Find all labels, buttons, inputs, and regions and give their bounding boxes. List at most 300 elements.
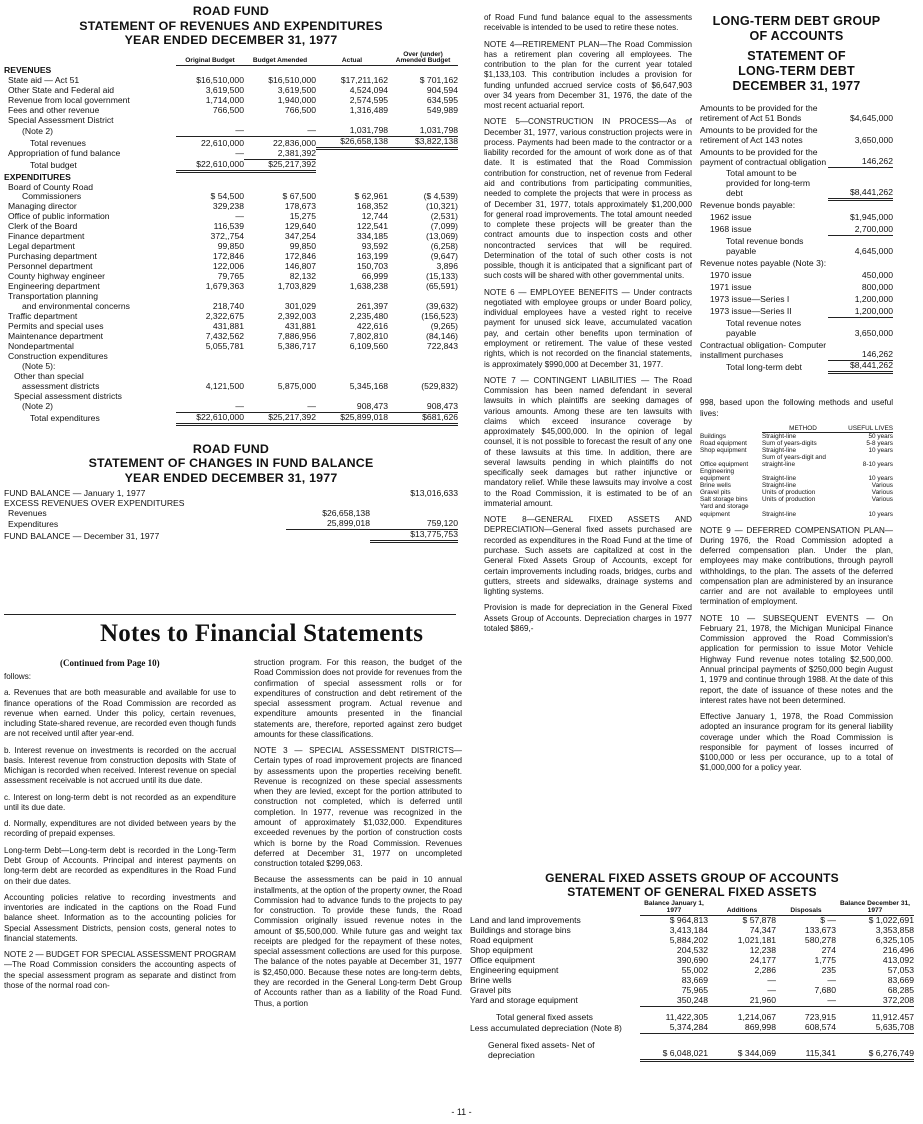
dep-header-lives: USEFUL LIVES — [844, 425, 893, 433]
fa-row-label: Brine wells — [470, 974, 512, 985]
ltd-row-value: $1,945,000 — [849, 212, 893, 223]
fa-row-label: Buildings and storage bins — [470, 924, 571, 935]
ltd-row — [700, 293, 893, 305]
fa-row-label: Gravel pits — [470, 984, 512, 995]
rf-row-value: 168,352 — [356, 201, 388, 212]
rf-row-label: Engineering department — [8, 281, 100, 292]
fa-row-value: 204,532 — [676, 944, 708, 955]
rf-row-value — [244, 362, 316, 372]
ltd-row — [700, 102, 893, 124]
ltd-row — [700, 339, 893, 361]
dep-method: Straight-line — [762, 482, 797, 490]
rf-row-value: 22,610,000 — [200, 137, 244, 148]
fa-column-header: Balance December 31, 1977 — [836, 901, 914, 915]
fa-row-label: Yard and storage equipment — [470, 995, 578, 1006]
rf-row-value: 766,500 — [284, 105, 316, 116]
rf-row-value — [316, 352, 388, 362]
dep-row — [700, 503, 893, 517]
ltd-row-value: $4,645,000 — [849, 112, 893, 123]
fa-row-label: Shop equipment — [470, 944, 533, 955]
note-paragraph: NOTE 5—CONSTRUCTION IN PROCESS—As of December 31, 1977, various construction projects were in process. Payments had been made to the contractor or a liability recorded for the amount of work done as of that date. It is estimated that the Road Commission contribution for construction, net of revenue from Federal aid and contributions from participating communities, needed to complete the projects that were in process as of December 31, 1977, totals approximately $1,200,000 for general road improvements. The total amount needed to complete these projects will be greater than the contract amounts due to inspection costs and other noncontracted services that will be required. Determination of the total of such other costs is not possible, though it is anticipated that a significant part of such costs will be shared with other governmental units. — [484, 117, 692, 281]
rf-row-value: 908,473 — [316, 402, 388, 412]
notes-column-3 — [484, 13, 692, 640]
fa-row-value: 390,690 — [676, 954, 708, 965]
fund-balance-label: FUND BALANCE — December 31, 1977 — [4, 530, 160, 541]
ltd-row-value: 146,262 — [828, 146, 893, 168]
rf-row-value: 2,574,595 — [349, 95, 388, 106]
note-paragraph: Because the assessments can be paid in 10 annual installments, at the option of the property owner, the Road Commission had to advance funds to the projects to pay for construction. To provide these funds, the Road Commission originally issued revenue notes in the amount of $5,500,000. While future gas and weight tax receipts are pledged for the repayment of these notes, special assessment collections are used for this purpose. The balance of the notes payable at December 31, 1977 is $2,450,000. Because these notes are long-term debts, they are recorded in the General Long-term Debt Group of Accounts rather than as a liability of the Road Fund. Thus, a portion — [254, 875, 462, 1008]
note-paragraph: Provision is made for depreciation in the General Fixed Assets Group of Accounts. Depreciation charges in 1977 totaled $869,- — [484, 603, 692, 633]
ltd-row-label: Total long-term debt — [726, 361, 802, 372]
rf-row — [4, 412, 458, 424]
rf-row-value — [388, 352, 458, 362]
fa-row-value: 1,214,067 — [737, 1012, 776, 1023]
rf-column-header: Budget Amended — [244, 52, 316, 66]
fund-balance-label: EXCESS REVENUES OVER EXPENDITURES — [4, 498, 185, 509]
ltd-row-value: 1,200,000 — [854, 294, 893, 305]
revenues-expenditures-table — [4, 52, 458, 426]
rf-row-value: 2,235,480 — [349, 311, 388, 322]
rf-row-value: 347,254 — [284, 231, 316, 242]
rf-row-value: — — [176, 126, 244, 136]
rf-row-value: (65,591) — [425, 281, 458, 292]
rf-row-value: 172,846 — [212, 251, 244, 262]
dep-row — [700, 440, 893, 447]
fa-row-value: — — [767, 974, 776, 985]
ltd-row-value: 3,650,000 — [854, 134, 893, 145]
rf-row-value: 261,397 — [356, 301, 388, 312]
fa-row-value: 5,374,284 — [640, 1023, 708, 1033]
rf-row-label: Appropriation of fund balance — [8, 148, 121, 159]
ltd-row-label: Total amount to be provided for long-term debt — [726, 168, 811, 199]
fa-column-header: Disposals — [776, 901, 836, 915]
note-paragraph: NOTE 2 — BUDGET FOR SPECIAL ASSESSMENT PROGRAM—The Road Commission considers the accounting aspects of the special assessment program as separate and distinct from those of the normal road con- — [4, 950, 236, 990]
rf-row-label: Office of public information — [8, 211, 110, 222]
fixed-assets-table — [470, 901, 914, 1062]
ltd-row — [700, 211, 893, 223]
dep-row — [700, 468, 893, 482]
rf-row-label: Purchasing department — [8, 251, 97, 262]
rf-row-value: 1,703,829 — [277, 281, 316, 292]
rf-row-value — [244, 352, 316, 362]
dep-life: Various — [871, 482, 893, 490]
ltd-row-label: Amounts to be provided for the retirement of Act 51 Bonds — [700, 102, 818, 123]
ltd-row — [700, 167, 893, 199]
fa-row-value: 413,092 — [882, 954, 914, 965]
dep-row — [700, 482, 893, 489]
fund-balance-row — [4, 499, 458, 509]
fa-row-value: 6,325,105 — [875, 934, 914, 945]
rf-row-value: — — [235, 211, 244, 222]
ltd-row-value — [828, 199, 893, 211]
dep-method: Units of production — [762, 496, 816, 504]
rf-row-label: County highway engineer — [8, 271, 105, 282]
rf-row-value: 122,006 — [212, 261, 244, 272]
rf-row-value: 99,850 — [289, 241, 316, 252]
rf-row-value: 1,714,000 — [205, 95, 244, 106]
fa-row — [470, 1006, 914, 1023]
fa-column-header: Additions — [708, 901, 776, 915]
rf-row-label: Fees and other revenue — [8, 105, 100, 116]
rf-row-value: (13,069) — [425, 231, 458, 242]
note-paragraph: Accounting policies relative to recording investments and inventories are indicated in the captions on the Road Fund balance sheet. Information as to the accounting policies for Special Assessment Districts, pension costs, general notes to financial statements. — [4, 892, 236, 943]
ltd-row-label: 1968 issue — [710, 224, 752, 235]
ltd-row-label: Total revenue notes payable — [726, 318, 802, 339]
rf-row-value: 431,881 — [212, 321, 244, 332]
rf-row-label: (Note 2) — [22, 401, 54, 412]
fund-balance-row — [4, 519, 458, 529]
rf-row-value: 634,595 — [426, 95, 458, 106]
rf-row-value: 766,500 — [212, 105, 244, 116]
note-paragraph: Long-term Debt—Long-term debt is recorded in the Long-Term Debt Group of Accounts. Principal and interest payments on long-term debt are recorded as expenditures in the Road Fund on their due dates. — [4, 845, 236, 886]
ltd-row-label: 1962 issue — [710, 212, 752, 223]
fa-column-header: Balance January 1, 1977 — [640, 901, 708, 915]
dep-method: Sum of years-digit and straight-line — [762, 454, 826, 469]
fa-row-label: Land and land improvements — [470, 914, 581, 925]
rf-row-value: 1,940,000 — [277, 95, 316, 106]
rf-row-value: 2,381,392 — [244, 149, 316, 159]
fa-row-label: Less accumulated depreciation (Note 8) — [470, 1022, 622, 1033]
note-paragraph: NOTE 7 — CONTINGENT LIABILITIES — The Road Commission has been named defendant in several lawsuits in which plaintiffs are seeking damages of various amounts. Among these are ten lawsuits with claims which exceed insurance coverage by approximately $45,000,000. In the opinion of legal counsel, it is not possible to forecast the result of any one of these lawsuits at this time. In addition, there are several lawsuits pending in which plaintiffs do not specifically seek damages but rather injunctive or mandatory relief. While these lawsuits may involve a cost to the Road Commission, it is estimated to be of an immaterial amount. — [484, 375, 692, 508]
rf-row-value: (529,832) — [421, 380, 458, 391]
rf-row-label: Commissioners — [22, 191, 82, 202]
rf-row-label: Total budget — [30, 160, 77, 171]
rf-row-value: — — [176, 402, 244, 412]
rf-row — [4, 126, 458, 136]
dep-method: Straight-line — [762, 433, 797, 440]
rf-row-value: 334,185 — [356, 231, 388, 242]
ltd-row-label: Amounts to be provided for the payment of contractual obligation — [700, 146, 827, 167]
ltd-row-value: 800,000 — [861, 282, 893, 293]
fa-row-value: 608,574 — [776, 1023, 836, 1033]
rf-row-value: 15,275 — [289, 211, 316, 222]
fa-row-value: 235 — [821, 964, 836, 975]
fa-row-value: 350,248 — [640, 996, 708, 1006]
rf-row-value: 66,999 — [361, 271, 388, 282]
rf-row-value: (10,321) — [425, 201, 458, 212]
ltd-row — [700, 361, 893, 373]
note-paragraph: NOTE 3 — SPECIAL ASSESSMENT DISTRICTS—Certain types of road improvement projects are financed by assessments upon the properties receiving benefit. Revenue is recognized on these special assessments when they are levied, except for the portion attributed to construction not completed, which is deferred until completion. In 1977, revenue was recognized in the amount of approximately $1,032,000. Expenditures exceeded revenues by the portion of construction costs which is borne by the Road Commission. Revenues deferred at December 31, 1977 on uncompleted construction totaled $299,063. — [254, 746, 462, 869]
dep-life: Various — [871, 489, 893, 497]
fund-balance-title: ROAD FUND STATEMENT OF CHANGES IN FUND BALANCE YEAR ENDED DECEMBER 31, 1977 — [88, 441, 374, 485]
rf-row-value — [316, 159, 388, 171]
fa-row-label: Total general fixed assets — [496, 1012, 593, 1023]
rf-row-value: $25,899,018 — [316, 412, 388, 424]
fa-row — [470, 996, 914, 1006]
rf-row-value: 12,744 — [361, 211, 388, 222]
rf-row-value: 422,616 — [356, 321, 388, 332]
rf-row-value: 146,807 — [284, 261, 316, 272]
rf-row-label: Other State and Federal aid — [8, 85, 115, 96]
rf-section-label: REVENUES — [4, 65, 52, 76]
fund-balance-label: FUND BALANCE — January 1, 1977 — [4, 488, 146, 499]
fa-row-value: $ 344,069 — [708, 1034, 776, 1061]
dep-life: 50 years — [868, 433, 893, 440]
notes-column-2 — [254, 658, 462, 1015]
dep-method: Straight-line — [762, 475, 797, 483]
ltd-row-value — [828, 257, 893, 269]
fixed-assets-title: GENERAL FIXED ASSETS GROUP OF ACCOUNTS STATEMENT OF GENERAL FIXED ASSETS — [545, 871, 839, 900]
rf-row-value: 3,619,500 — [205, 85, 244, 96]
ltd-row — [700, 305, 893, 317]
rf-row-value: 904,594 — [426, 85, 458, 96]
fa-header-blank — [470, 901, 640, 915]
rf-row-value: 5,055,781 — [205, 341, 244, 351]
rf-section-label: EXPENDITURES — [4, 171, 71, 182]
rf-row-value: 301,029 — [284, 301, 316, 312]
rf-row-label: Personnel department — [8, 261, 93, 272]
rf-row-value: $22,610,000 — [176, 412, 244, 424]
rf-section-row — [4, 171, 458, 182]
rf-header-row — [4, 52, 458, 66]
rf-header-blank — [4, 52, 176, 66]
ltd-row — [700, 235, 893, 257]
ltd-row — [700, 124, 893, 146]
ltd-row-label: Contractual obligation- Computer installment purchases — [700, 340, 827, 360]
ltd-row-value: 4,645,000 — [854, 246, 893, 257]
fa-row-value: 7,680 — [814, 984, 836, 995]
fa-row-value: $ 1,022,691 — [868, 914, 914, 925]
ltd-row — [700, 223, 893, 235]
dep-method: Sum of years-digits — [762, 440, 817, 448]
fund-balance-value-a: $26,658,138 — [322, 508, 370, 519]
rf-row-value — [388, 159, 458, 171]
rf-row-value: 3,619,500 — [277, 85, 316, 96]
rf-row-value: $3,822,138 — [388, 137, 458, 149]
fa-row-value: — — [767, 984, 776, 995]
rf-row-value: — — [244, 126, 316, 136]
note-paragraph: NOTE 10 — SUBSEQUENT EVENTS — On February 21, 1978, the Michigan Municipal Finance Commission approved the Road Commission's application for permission to issue Motor Vehicle Highway Fund revenue notes totaling $2,500,000. Annual principal payments of $250,000 begin August 1, 1979 and continue through 1988. At the date of this report, the date of issuance of these notes and the interest rates have not been determined. — [700, 613, 893, 705]
rf-row-value: $ 67,500 — [282, 191, 316, 202]
rf-row-value — [388, 362, 458, 372]
rf-row-label: Legal department — [8, 241, 75, 252]
rf-row-value: $ 62,961 — [354, 191, 388, 202]
rf-row — [4, 137, 458, 149]
ltd-row-label: 1973 issue—Series II — [710, 306, 792, 317]
rf-row-value: (9,647) — [430, 251, 458, 262]
fa-header-row — [470, 901, 914, 915]
rf-column-header: Original Budget — [176, 52, 244, 66]
rf-row-value: (6,258) — [430, 241, 458, 252]
fa-row-value: $ 6,276,749 — [836, 1034, 914, 1061]
fa-row-value: 3,413,184 — [669, 924, 708, 935]
fa-row-value: 5,884,202 — [669, 934, 708, 945]
dep-method: Straight-line — [762, 447, 797, 455]
ltd-row — [700, 281, 893, 293]
fund-balance-value-b — [370, 499, 458, 509]
rf-row-value: 908,473 — [388, 402, 458, 412]
note-paragraph: struction program. For this reason, the budget of the Road Commission does not provide for revenues from the confirmation of special assessment rolls or for expenditures of construction and debt retirement of the special assessment program. Actual revenue and expenditure amounts presented in the financial statements are, therefore, reported against zero budget amounts for these classifications. — [254, 658, 462, 739]
dep-row — [700, 433, 893, 441]
fa-row-value: $ — — [820, 914, 836, 925]
fa-row-value: $ 57,878 — [742, 914, 776, 925]
rf-row-value: 1,679,363 — [205, 281, 244, 292]
dep-method: Units of production — [762, 489, 816, 497]
rf-row-value — [176, 362, 244, 372]
rf-row-value — [316, 149, 388, 159]
ltd-row-value: 1,200,000 — [828, 305, 893, 317]
rf-row-label: (Note 5): — [22, 360, 56, 371]
rf-row-value: — — [235, 148, 244, 159]
rf-row-label: Special assessment districts — [14, 390, 122, 401]
rf-row-value: 1,638,238 — [349, 281, 388, 292]
fa-row-value: 372,208 — [836, 996, 914, 1006]
rf-row-value: (2,531) — [430, 211, 458, 222]
fa-row-value: 115,341 — [776, 1034, 836, 1061]
road-fund-title: ROAD FUND STATEMENT OF REVENUES AND EXPENDITURES YEAR ENDED DECEMBER 31, 1977 — [79, 4, 383, 47]
notes-column-4 — [700, 526, 893, 774]
ltd-row-label: Total revenue bonds payable — [726, 236, 804, 257]
fa-row-value: 723,915 — [804, 1012, 836, 1023]
fa-row-value: 11,422,305 — [665, 1012, 708, 1023]
rf-row-value: $16,510,000 — [268, 75, 316, 86]
rf-row — [4, 149, 458, 159]
dep-header-method: METHOD — [762, 425, 844, 433]
rf-row-value — [388, 149, 458, 159]
fa-row-value: 3,353,858 — [875, 924, 914, 935]
rf-column-header: Actual — [316, 52, 388, 66]
dep-life: 8-10 years — [862, 461, 893, 469]
rf-row-value: 2,322,675 — [205, 311, 244, 322]
fa-row-value: — — [776, 996, 836, 1006]
rf-row-value: 150,703 — [356, 261, 388, 272]
dep-asset: Buildings — [700, 433, 726, 440]
rf-row-label: Total expenditures — [30, 413, 100, 424]
rf-row-value: $681,626 — [388, 412, 458, 424]
rf-row-value: 2,392,003 — [277, 311, 316, 322]
note-paragraph: b. Interest revenue on investments is recorded on the accrual basis. Interest revenue from construction deposits with State of Michigan is recorded when received. Interest revenue on special assessment receivable is not accrued until its due date. — [4, 745, 236, 786]
fa-row — [470, 1023, 914, 1033]
rf-row-label: and environmental concerns — [22, 301, 130, 312]
long-term-debt-statement — [700, 14, 893, 780]
fa-row-value: 274 — [821, 944, 836, 955]
rf-row-value: 129,640 — [284, 221, 316, 232]
rf-row-value: — — [244, 402, 316, 412]
rf-row-value — [316, 362, 388, 372]
fa-row-value: 24,177 — [749, 954, 776, 965]
dep-asset: Brine wells — [700, 482, 731, 490]
rf-row-value: $25,217,392 — [244, 412, 316, 424]
rf-row-label: Maintenance department — [8, 331, 104, 342]
fa-row-label: Road equipment — [470, 934, 534, 945]
rf-row-value: (39,632) — [425, 301, 458, 312]
dep-life: 5-8 years — [866, 440, 893, 448]
rf-row-value: 5,345,168 — [349, 380, 388, 391]
rf-row-value: 178,673 — [284, 201, 316, 212]
notes-column-1 — [4, 672, 236, 997]
rf-row-value: $25,217,392 — [244, 159, 316, 171]
ltd-row-label: 1971 issue — [710, 282, 752, 293]
ltd-row-value: 450,000 — [861, 270, 893, 281]
ltd-title: LONG-TERM DEBT GROUP OF ACCOUNTS STATEMENT OF LONG-TERM DEBT DECEMBER 31, 1977 — [712, 14, 881, 93]
fund-balance-value-b: $13,775,753 — [370, 530, 458, 542]
depreciation-methods-table — [700, 425, 893, 518]
dep-asset: Salt storage bins — [700, 496, 748, 504]
fa-row-value: $ 6,048,021 — [640, 1034, 708, 1061]
ltd-row — [700, 317, 893, 339]
dep-asset: Yard and storage equipment — [700, 503, 749, 518]
note-paragraph: c. Interest on long-term debt is not recorded as an expenditure until its due date. — [4, 792, 236, 812]
fa-row-value: 68,285 — [887, 984, 914, 995]
rf-row-value: 7,886,956 — [277, 331, 316, 342]
ltd-row — [700, 257, 893, 269]
fa-row-value: $ 964,813 — [669, 914, 708, 925]
rf-row-value: $ 54,500 — [210, 191, 244, 202]
rf-row-value: $26,658,138 — [316, 137, 388, 149]
fund-balance-row — [4, 530, 458, 542]
ltd-row-value: $8,441,262 — [828, 167, 893, 199]
rf-row-value: 4,121,500 — [205, 380, 244, 391]
fund-balance-value-a: 25,899,018 — [286, 519, 370, 529]
dep-row — [700, 454, 893, 468]
fa-row-label: Engineering equipment — [470, 964, 559, 975]
depreciation-intro — [700, 398, 893, 419]
rf-row-label: Traffic department — [8, 311, 78, 322]
fa-row-value: 216,496 — [882, 944, 914, 955]
rf-row — [4, 352, 458, 362]
rf-row-value: 82,132 — [289, 271, 316, 282]
rf-row-value — [176, 352, 244, 362]
rf-row-label: Clerk of the Board — [8, 221, 78, 232]
fund-balance-value-b: $13,016,633 — [410, 488, 458, 499]
dep-method: Straight-line — [762, 510, 797, 518]
rf-row-value: (9,265) — [430, 321, 458, 332]
road-fund-statement — [4, 4, 458, 543]
ltd-row-label: 1970 issue — [710, 270, 752, 281]
rf-row-value: 372,,754 — [210, 231, 244, 242]
fa-row-value: 1,775 — [814, 954, 836, 965]
rf-row-label: Total revenues — [30, 137, 86, 148]
rf-row-value: 549,989 — [426, 105, 458, 116]
dep-life: Various — [871, 496, 893, 504]
dep-asset: Road equipment — [700, 440, 747, 448]
fixed-assets-statement — [470, 871, 914, 1062]
ltd-row-value: 2,700,000 — [828, 223, 893, 235]
ltd-row-label: 1973 issue—Series I — [710, 294, 790, 305]
rf-row-label: Permits and special uses — [8, 321, 104, 332]
fa-row-value: 12,238 — [749, 944, 776, 955]
dep-header-row — [700, 425, 893, 433]
note-paragraph: Effective January 1, 1978, the Road Commission adopted an insurance program for its general liability coverage under which the Road Commission is responsible for payment of losses incurred of $100,000 or less per occurance, up to a total of $1,000,000 for a policy year. — [700, 712, 893, 773]
fa-row-value: 55,002 — [681, 964, 708, 975]
note-paragraph: a. Revenues that are both measurable and available for use to finance operations of the Road Commission are recorded as revenue when earned. Under this policy, certain revenues, including State-shared revenue, are recorded even though funds are not received until after year-end. — [4, 688, 236, 739]
rf-row-value: 1,031,798 — [316, 126, 388, 136]
fund-balance-label: Revenues — [8, 508, 47, 519]
note-paragraph: d. Normally, expenditures are not divided between years by the recording of prepaid expenses. — [4, 819, 236, 839]
ltd-row — [700, 146, 893, 168]
notes-rule — [4, 614, 456, 615]
rf-row — [4, 159, 458, 171]
rf-row-value: 6,109,560 — [349, 341, 388, 351]
dep-asset: Engineering equipment — [700, 468, 735, 483]
dep-row — [700, 447, 893, 454]
ltd-row-label: Amounts to be provided for the retirement of Act 143 notes — [700, 124, 818, 145]
rf-row-value: 122,541 — [356, 221, 388, 232]
fa-row-value: 83,669 — [681, 974, 708, 985]
rf-row-label: Board of County Road — [8, 181, 94, 192]
note-paragraph: NOTE 4—RETIREMENT PLAN—The Road Commission has a retirement plan covering all employees. The contribution to the plan for the current year totaled $1,133,103. This contribution includes a provision for funding unfunded accrued service costs of $6,647,903 over 34 years from December 31, 1976, the date of the most recent actuarial report. — [484, 39, 692, 111]
fund-balance-label: Expenditures — [8, 518, 59, 529]
rf-row-value: 1,031,798 — [388, 126, 458, 136]
rf-row-value: 722,843 — [426, 341, 458, 351]
rf-row — [4, 392, 458, 402]
fa-row-value: 5,635,708 — [836, 1023, 914, 1033]
rf-row-label: State aid — Act 51 — [8, 75, 80, 86]
rf-row-value: 5,386,717 — [277, 341, 316, 351]
fa-row-value: — — [827, 974, 836, 985]
rf-row-label: Other than special — [14, 370, 84, 381]
fa-row-value: 11,912.457 — [871, 1012, 914, 1023]
